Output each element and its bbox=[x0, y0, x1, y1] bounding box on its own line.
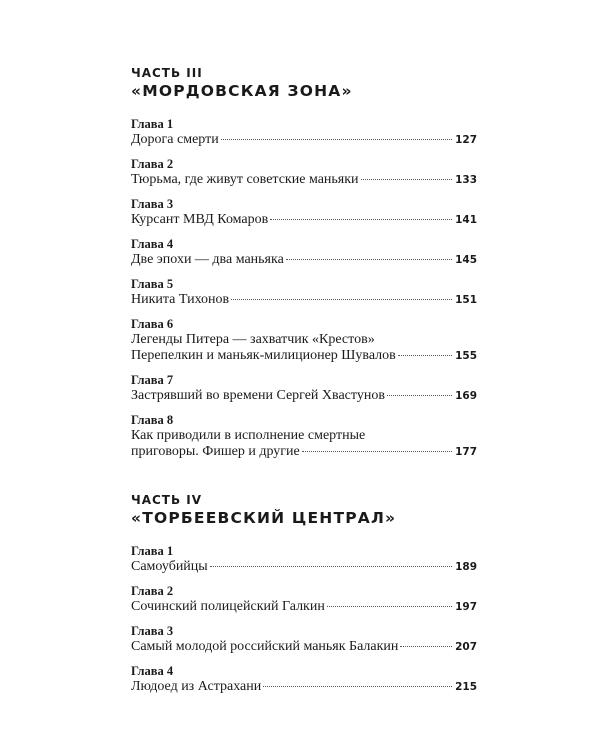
page-number: 215 bbox=[455, 681, 477, 693]
chapter-label: Глава 2 bbox=[131, 157, 174, 171]
part-section bbox=[131, 66, 477, 460]
chapter-label: Глава 7 bbox=[131, 373, 174, 387]
chapter-title: Как приводили в исполнение смертные bbox=[131, 428, 366, 443]
chapter-title: Самый молодой российский маньяк Балакин bbox=[131, 639, 399, 654]
chapter-label: Глава 5 bbox=[131, 277, 174, 291]
page-number: 127 bbox=[455, 134, 477, 146]
part-title: «ТОРБЕЕВСКИЙ ЦЕНТРАЛ» bbox=[131, 509, 397, 527]
page-number: 169 bbox=[455, 390, 477, 402]
chapter-label: Глава 2 bbox=[131, 584, 174, 598]
chapter-title: Сочинский полицейский Галкин bbox=[131, 599, 325, 614]
chapter-label: Глава 3 bbox=[131, 624, 174, 638]
part-section bbox=[131, 493, 477, 695]
chapter-label: Глава 4 bbox=[131, 664, 174, 678]
page-number: 197 bbox=[455, 601, 477, 613]
dot-leader bbox=[327, 606, 452, 607]
chapter-title: Самоубийцы bbox=[131, 559, 208, 574]
chapter-list bbox=[131, 117, 477, 460]
page-number: 133 bbox=[455, 174, 477, 186]
chapter-title-line bbox=[131, 348, 477, 364]
dot-leader bbox=[302, 451, 452, 452]
chapter-label: Глава 1 bbox=[131, 544, 174, 558]
dot-leader bbox=[263, 686, 452, 687]
chapter-title: Застрявший во времени Сергей Хвастунов bbox=[131, 388, 385, 403]
toc-entry[interactable] bbox=[131, 664, 477, 695]
toc-entry[interactable] bbox=[131, 117, 477, 148]
chapter-title-line bbox=[131, 212, 477, 228]
chapter-title-line bbox=[131, 292, 477, 308]
part-title: «МОРДОВСКАЯ ЗОНА» bbox=[131, 82, 353, 100]
chapter-title: Две эпохи — два маньяка bbox=[131, 252, 284, 267]
dot-leader bbox=[400, 646, 452, 647]
chapter-label: Глава 6 bbox=[131, 317, 174, 331]
chapter-title-line bbox=[131, 599, 477, 615]
chapter-title: Перепелкин и маньяк-милиционер Шувалов bbox=[131, 348, 396, 363]
dot-leader bbox=[361, 179, 453, 180]
chapter-label: Глава 1 bbox=[131, 117, 174, 131]
toc-entry[interactable] bbox=[131, 544, 477, 575]
page-number: 189 bbox=[455, 561, 477, 573]
dot-leader bbox=[210, 566, 452, 567]
toc-entry[interactable] bbox=[131, 413, 477, 460]
toc-entry[interactable] bbox=[131, 373, 477, 404]
chapter-title: приговоры. Фишер и другие bbox=[131, 444, 300, 459]
page-number: 151 bbox=[455, 294, 477, 306]
toc-entry[interactable] bbox=[131, 317, 477, 364]
toc-entry[interactable] bbox=[131, 584, 477, 615]
chapter-title: Тюрьма, где живут советские маньяки bbox=[131, 172, 359, 187]
part-label: ЧАСТЬ IV bbox=[131, 493, 203, 507]
chapter-label: Глава 4 bbox=[131, 237, 174, 251]
toc-entry[interactable] bbox=[131, 197, 477, 228]
dot-leader bbox=[231, 299, 452, 300]
dot-leader bbox=[286, 259, 452, 260]
table-of-contents bbox=[131, 66, 477, 704]
chapter-title-line bbox=[131, 132, 477, 148]
chapter-title-line bbox=[131, 639, 477, 655]
chapter-title: Дорога смерти bbox=[131, 132, 219, 147]
chapter-title-line bbox=[131, 252, 477, 268]
chapter-label: Глава 3 bbox=[131, 197, 174, 211]
chapter-title-line bbox=[131, 444, 477, 460]
chapter-title: Никита Тихонов bbox=[131, 292, 230, 307]
toc-entry[interactable] bbox=[131, 237, 477, 268]
chapter-title-line bbox=[131, 172, 477, 188]
chapter-title-line bbox=[131, 559, 477, 575]
page-number: 177 bbox=[455, 446, 477, 458]
part-spacer bbox=[131, 469, 477, 493]
toc-entry[interactable] bbox=[131, 157, 477, 188]
toc-entry[interactable] bbox=[131, 277, 477, 308]
page-number: 141 bbox=[455, 214, 477, 226]
chapter-label: Глава 8 bbox=[131, 413, 174, 427]
chapter-title: Людоед из Астрахани bbox=[131, 679, 262, 694]
chapter-title-line bbox=[131, 679, 477, 695]
toc-entry[interactable] bbox=[131, 624, 477, 655]
part-label: ЧАСТЬ III bbox=[131, 66, 203, 80]
chapter-list bbox=[131, 544, 477, 695]
dot-leader bbox=[398, 355, 452, 356]
chapter-title: Курсант МВД Комаров bbox=[131, 212, 269, 227]
page-number: 207 bbox=[455, 641, 477, 653]
page-number: 155 bbox=[455, 350, 477, 362]
chapter-title: Легенды Питера — захватчик «Крестов» bbox=[131, 332, 375, 347]
page-number: 145 bbox=[455, 254, 477, 266]
chapter-title-line bbox=[131, 332, 477, 348]
chapter-title-line bbox=[131, 428, 477, 444]
chapter-title-line bbox=[131, 388, 477, 404]
dot-leader bbox=[221, 139, 452, 140]
dot-leader bbox=[387, 395, 452, 396]
dot-leader bbox=[270, 219, 452, 220]
